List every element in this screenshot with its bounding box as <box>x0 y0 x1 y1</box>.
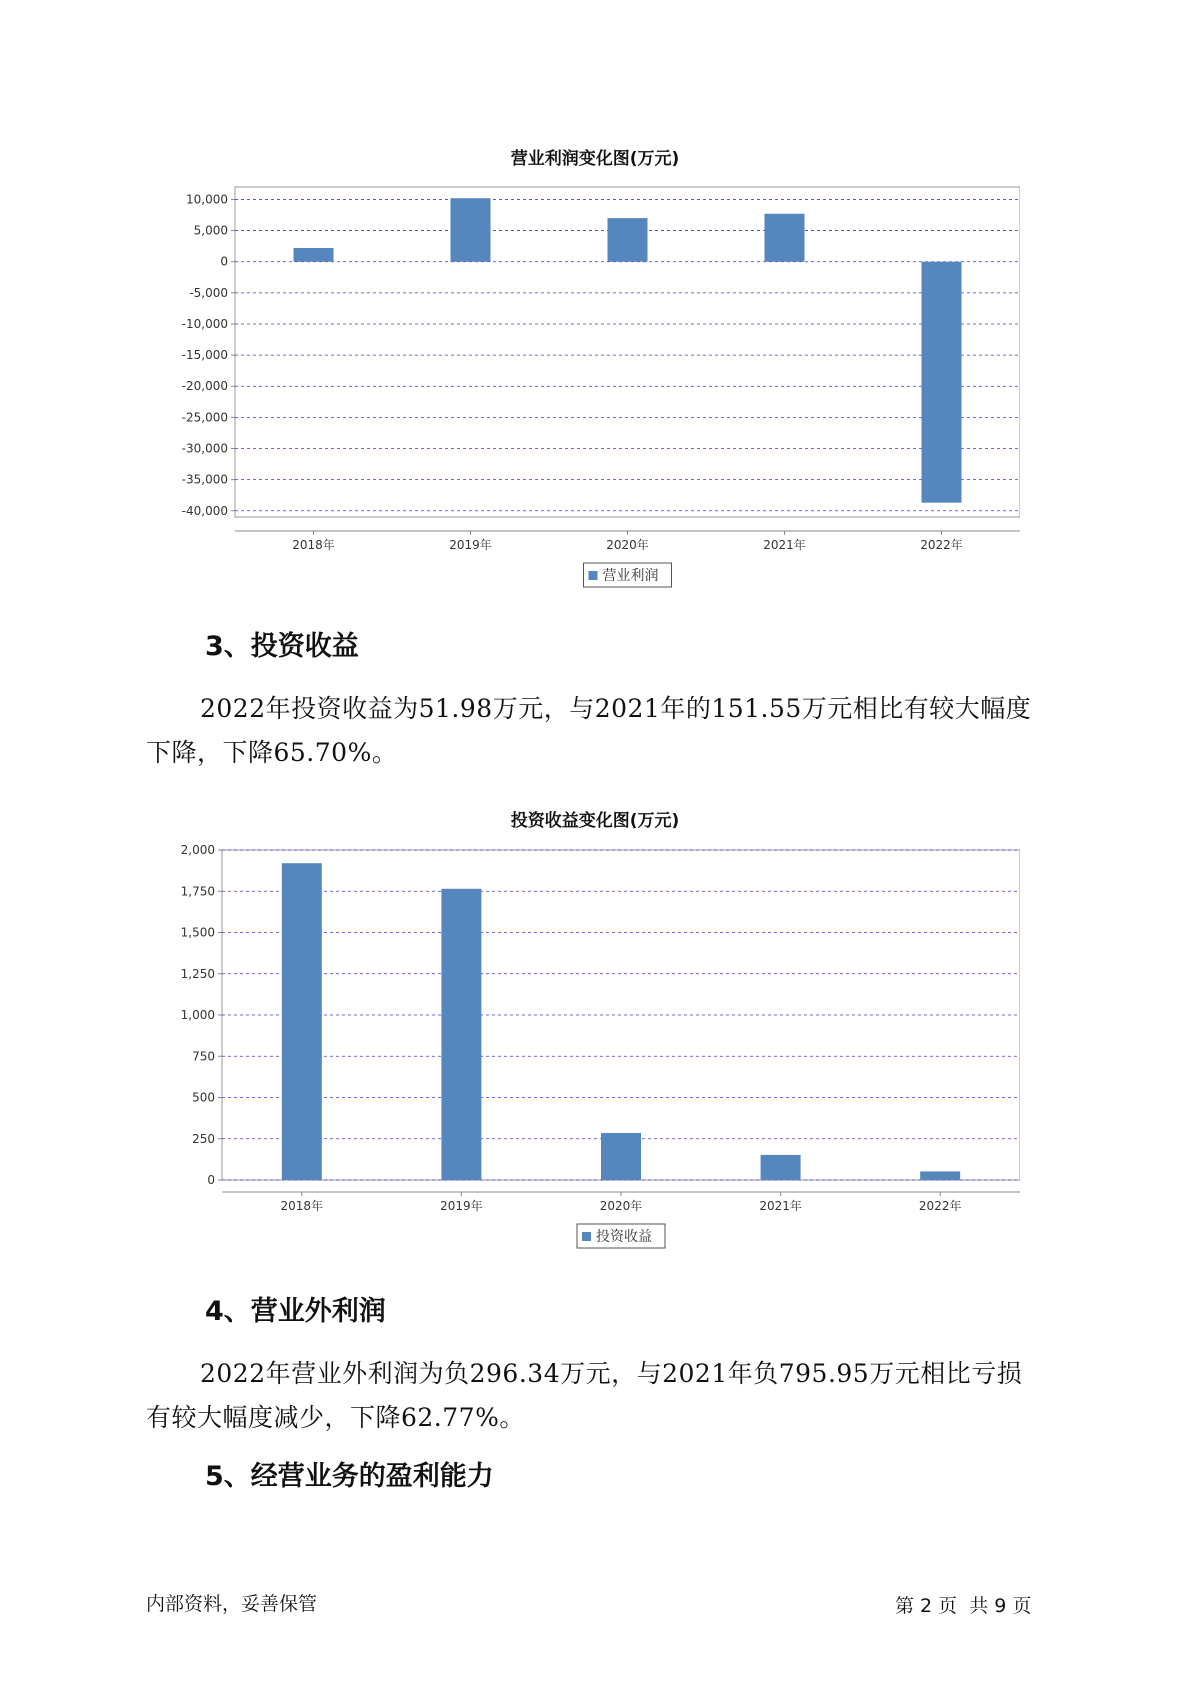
legend-swatch <box>582 1232 591 1241</box>
operating-profit-chart <box>150 170 1020 590</box>
chart2-title: 投资收益变化图(万元) <box>510 811 680 831</box>
y-tick-label: -35,000 <box>181 472 228 487</box>
y-tick-label: -40,000 <box>181 503 228 518</box>
bar-2020年 <box>608 218 648 262</box>
section-5-heading: 5、经营业务的盈利能力 <box>205 1461 494 1492</box>
bar-2021年 <box>761 1155 801 1180</box>
y-tick-label: 0 <box>207 1173 215 1187</box>
x-tick-label: 2022年 <box>920 538 963 552</box>
x-tick-label: 2018年 <box>292 538 335 552</box>
y-tick-label: 1,750 <box>180 884 215 899</box>
bar-2022年 <box>920 1171 960 1180</box>
y-tick-label: 0 <box>220 254 228 269</box>
section-3-line-2: 下降，下降65.70%。 <box>146 738 398 767</box>
bar-2020年 <box>601 1133 641 1180</box>
y-tick-label: 1,000 <box>180 1008 215 1022</box>
legend-label: 营业利润 <box>602 568 659 584</box>
y-tick-label: 250 <box>192 1131 215 1146</box>
y-tick-label: 750 <box>192 1049 215 1064</box>
section-4-heading: 4、营业外利润 <box>205 1296 386 1327</box>
y-tick-label: -20,000 <box>181 379 228 394</box>
footer-confidential-note: 内部资料，妥善保管 <box>146 1593 318 1615</box>
y-tick-label: -30,000 <box>181 441 228 456</box>
x-tick-label: 2022年 <box>918 1199 962 1213</box>
y-tick-label: -25,000 <box>181 410 228 425</box>
y-tick-label: -5,000 <box>189 285 228 300</box>
y-tick-label: -15,000 <box>181 348 228 363</box>
y-tick-label: -10,000 <box>181 316 228 331</box>
bar-2019年 <box>441 889 481 1180</box>
x-tick-label: 2019年 <box>440 1199 483 1213</box>
y-tick-label: 500 <box>192 1090 215 1105</box>
x-tick-label: 2021年 <box>763 538 806 552</box>
y-tick-label: 5,000 <box>193 223 228 238</box>
chart1-title: 营业利润变化图(万元) <box>510 149 680 169</box>
x-tick-label: 2021年 <box>759 1199 802 1213</box>
x-tick-label: 2020年 <box>606 538 649 552</box>
legend-swatch <box>589 571 598 580</box>
bar-2019年 <box>451 198 491 262</box>
x-tick-label: 2018年 <box>280 1199 324 1213</box>
investment-income-chart <box>150 832 1020 1252</box>
section-4-line-2: 有较大幅度减少，下降62.77%。 <box>146 1403 525 1432</box>
section-3-heading: 3、投资收益 <box>205 631 359 662</box>
footer-page-number: 第 2 页 共 9 页 <box>895 1595 1032 1617</box>
legend-label: 投资收益 <box>596 1229 652 1245</box>
bar-2021年 <box>765 214 805 262</box>
section-4-line-1: 2022年营业外利润为负296.34万元，与2021年负795.95万元相比亏损 <box>200 1359 1023 1388</box>
bar-2018年 <box>294 248 334 262</box>
y-tick-label: 1,250 <box>180 966 215 981</box>
bar-2022年 <box>922 262 962 503</box>
x-tick-label: 2019年 <box>449 538 492 552</box>
y-tick-label: 10,000 <box>186 192 228 207</box>
y-tick-label: 2,000 <box>180 843 215 857</box>
section-3-line-1: 2022年投资收益为51.98万元，与2021年的151.55万元相比有较大幅度 <box>200 694 1032 723</box>
x-tick-label: 2020年 <box>599 1199 643 1213</box>
bar-2018年 <box>282 863 322 1180</box>
y-tick-label: 1,500 <box>180 925 215 940</box>
